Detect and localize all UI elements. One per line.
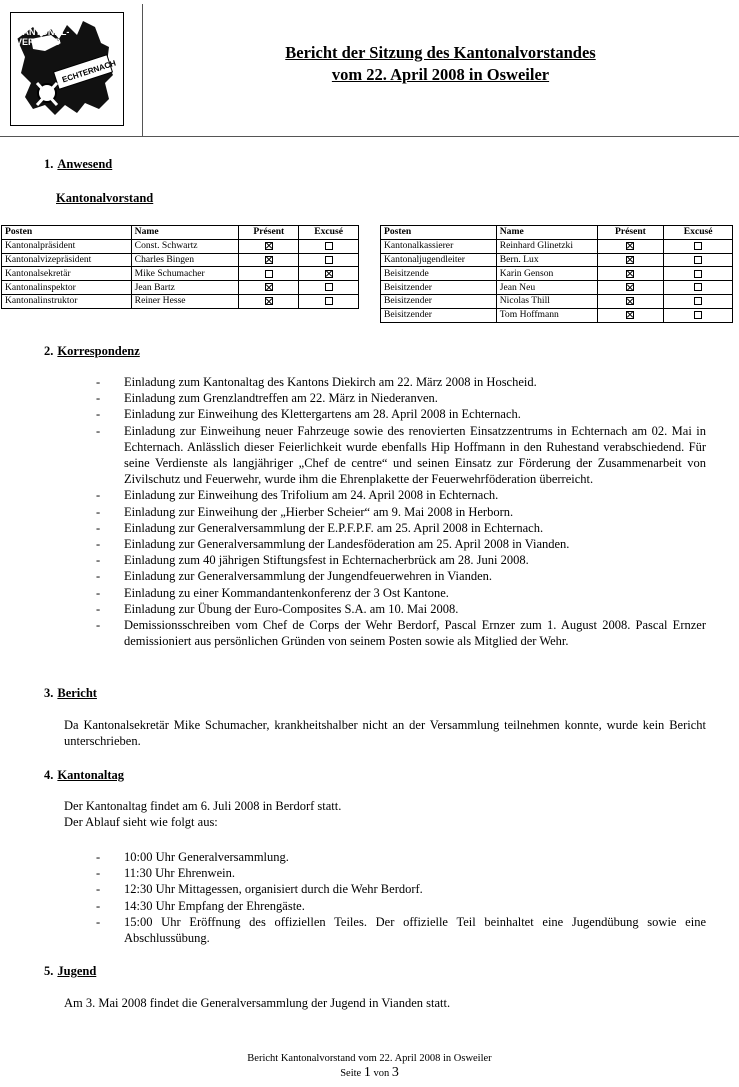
table-row	[381, 267, 733, 281]
cell-name: Mike Schumacher	[131, 267, 239, 281]
checked-box-icon	[626, 242, 634, 250]
unchecked-box-icon	[694, 270, 702, 278]
korrespondenz-item: - Einladung zur Einweihung des Trifolium am 24. April 2008 in Echternach.	[96, 487, 706, 503]
cell-posten: Kantonalinspektor	[2, 281, 132, 295]
korrespondenz-item: - Einladung zu einer Kommandantenkonferenz der 3 Ost Kantone.	[96, 585, 706, 601]
cell-posten: Kantonalkassierer	[381, 239, 497, 253]
checked-box-icon	[626, 311, 634, 319]
checked-box-icon	[265, 283, 273, 291]
checked-box-icon	[265, 297, 273, 305]
section-heading-korrespondenz: 2. Korrespondenz	[44, 344, 140, 358]
schedule-item: - 12:30 Uhr Mittagessen, organisiert durch die Wehr Berdorf.	[96, 881, 706, 897]
col-header-name: Name	[131, 226, 239, 240]
cell-present	[239, 239, 299, 253]
bericht-text: Da Kantonalsekretär Mike Schumacher, krankheitshalber nicht an der Versammlung teilnehmen konnte, wurde kein Bericht unterschrieben.	[64, 718, 706, 749]
table-row	[381, 294, 733, 308]
table-header-row	[381, 226, 733, 240]
table-row	[381, 253, 733, 267]
kantonaltag-intro	[64, 798, 706, 830]
cell-posten: Kantonalsekretär	[2, 267, 132, 281]
kantonalverband-logo	[10, 12, 124, 126]
attendance-table-right	[380, 225, 733, 323]
cell-name: Charles Bingen	[131, 253, 239, 267]
korrespondenz-item: - Einladung zur Einweihung der „Hierber Scheier“ am 9. Mai 2008 in Herborn.	[96, 504, 706, 520]
cell-present	[597, 253, 664, 267]
korrespondenz-item: - Einladung zur Generalversammlung der Landesföderation am 25. April 2008 in Vianden.	[96, 536, 706, 552]
table-row	[2, 267, 359, 281]
title-line-1: Bericht der Sitzung des Kantonalvorstandes	[285, 43, 596, 62]
footer-page-number: Seite 1 von 3	[340, 1065, 399, 1080]
korrespondenz-item: - Einladung zur Einweihung des Klettergartens am 28. April 2008 in Echternach.	[96, 406, 706, 422]
cell-posten: Kantonaljugendleiter	[381, 253, 497, 267]
schedule-item: - 14:30 Uhr Empfang der Ehrengäste.	[96, 898, 706, 914]
cell-excuse	[664, 239, 733, 253]
korrespondenz-item: - Einladung zur Generalversammlung der Jungendfeuerwehren in Vianden.	[96, 568, 706, 584]
subheading-kantonalvorstand: Kantonalvorstand	[56, 191, 154, 205]
cell-posten: Kantonalinstruktor	[2, 294, 132, 308]
cell-present	[597, 281, 664, 295]
jugend-text: Am 3. Mai 2008 findet die Generalversammlung der Jugend in Vianden statt.	[64, 996, 451, 1010]
col-header-present: Présent	[239, 226, 299, 240]
cell-posten: Beisitzende	[381, 267, 497, 281]
attendance-table-left	[1, 225, 359, 309]
checked-box-icon	[626, 297, 634, 305]
footer-report-title: Bericht Kantonalvorstand vom 22. April 2008 in Osweiler	[247, 1053, 492, 1064]
korrespondenz-item: - Einladung zum Grenzlandtreffen am 22. März in Niederanven.	[96, 390, 706, 406]
kantonaltag-line-2: Der Ablauf sieht wie folgt aus:	[64, 815, 218, 830]
cell-present	[597, 294, 664, 308]
cell-name: Karin Genson	[496, 267, 597, 281]
cell-name: Const. Schwartz	[131, 239, 239, 253]
cell-present	[239, 281, 299, 295]
korrespondenz-item: - Einladung zum 40 jährigen Stiftungsfest in Echternacherbrück am 28. Juni 2008.	[96, 552, 706, 568]
cell-posten: Kantonalpräsident	[2, 239, 132, 253]
cell-excuse	[664, 308, 733, 322]
cell-excuse	[299, 294, 359, 308]
cell-name: Jean Neu	[496, 281, 597, 295]
table-row	[2, 281, 359, 295]
col-header-posten: Posten	[2, 226, 132, 240]
cell-posten: Kantonalvizepräsident	[2, 253, 132, 267]
unchecked-box-icon	[694, 256, 702, 264]
cell-excuse	[299, 267, 359, 281]
logo-echternach-text: ECHTERNACH	[60, 58, 118, 85]
attendance-rows-left	[2, 239, 359, 308]
col-header-excuse: Excusé	[299, 226, 359, 240]
cell-present	[239, 294, 299, 308]
korrespondenz-item: - Einladung zum Kantonaltag des Kantons Diekirch am 22. März 2008 in Hoscheid.	[96, 374, 706, 390]
table-row	[2, 239, 359, 253]
cell-excuse	[664, 267, 733, 281]
logo-text: KANTONAL- VERBAND	[16, 27, 70, 47]
col-header-posten: Posten	[381, 226, 497, 240]
cell-present	[597, 267, 664, 281]
checked-box-icon	[325, 270, 333, 278]
unchecked-box-icon	[325, 242, 333, 250]
schedule-item: - 11:30 Uhr Ehrenwein.	[96, 865, 706, 881]
cell-name: Jean Bartz	[131, 281, 239, 295]
schedule-item: - 10:00 Uhr Generalversammlung.	[96, 849, 706, 865]
checked-box-icon	[626, 283, 634, 291]
cell-excuse	[664, 253, 733, 267]
schedule-item: - 15:00 Uhr Eröffnung des offiziellen Teiles. Der offizielle Teil beinhaltet eine Jugendübung sowie eine Abschlussübung.	[96, 914, 706, 946]
cell-present	[597, 239, 664, 253]
checked-box-icon	[626, 270, 634, 278]
unchecked-box-icon	[325, 256, 333, 264]
korrespondenz-item: - Einladung zur Übung der Euro-Composites S.A. am 10. Mai 2008.	[96, 601, 706, 617]
kantonaltag-schedule-list	[96, 849, 706, 946]
cell-posten: Beisitzender	[381, 281, 497, 295]
section-heading-anwesend: 1. Anwesend	[44, 157, 113, 171]
cell-excuse	[299, 239, 359, 253]
cell-posten: Beisitzender	[381, 294, 497, 308]
cell-excuse	[299, 253, 359, 267]
attendance-rows-right	[381, 239, 733, 322]
unchecked-box-icon	[265, 270, 273, 278]
cell-present	[239, 253, 299, 267]
cell-name: Reiner Hesse	[131, 294, 239, 308]
page-title	[142, 42, 739, 86]
title-line-2: vom 22. April 2008 in Osweiler	[331, 65, 550, 84]
checked-box-icon	[265, 256, 273, 264]
cell-excuse	[664, 294, 733, 308]
cell-excuse	[664, 281, 733, 295]
table-row	[2, 294, 359, 308]
unchecked-box-icon	[694, 297, 702, 305]
korrespondenz-list	[96, 374, 706, 649]
table-row	[381, 281, 733, 295]
unchecked-box-icon	[694, 311, 702, 319]
table-row	[2, 253, 359, 267]
section-heading-kantonaltag: 4. Kantonaltag	[44, 768, 125, 782]
cell-excuse	[299, 281, 359, 295]
col-header-name: Name	[496, 226, 597, 240]
korrespondenz-item: - Demissionsschreiben vom Chef de Corps der Wehr Berdorf, Pascal Ernzer zum 1. August 2008. Pascal Ernzer demissioniert aus persönlichen Gründen von seinem Posten sowie als Mitglied der Wehr.	[96, 617, 706, 649]
cell-name: Nicolas Thill	[496, 294, 597, 308]
table-row	[381, 239, 733, 253]
unchecked-box-icon	[694, 283, 702, 291]
cell-present	[239, 267, 299, 281]
table-row	[381, 308, 733, 322]
cell-name: Bern. Lux	[496, 253, 597, 267]
korrespondenz-item: - Einladung zur Generalversammlung der E.P.F.P.F. am 25. April 2008 in Echternach.	[96, 520, 706, 536]
section-heading-bericht: 3. Bericht	[44, 686, 97, 700]
page-footer	[0, 1052, 739, 1081]
section-heading-jugend: 5. Jugend	[44, 964, 97, 978]
cell-name: Tom Hoffmann	[496, 308, 597, 322]
col-header-present: Présent	[597, 226, 664, 240]
col-header-excuse: Excusé	[664, 226, 733, 240]
unchecked-box-icon	[325, 297, 333, 305]
table-header-row	[2, 226, 359, 240]
cell-posten: Beisitzender	[381, 308, 497, 322]
header-divider-horizontal	[0, 136, 739, 137]
unchecked-box-icon	[325, 283, 333, 291]
kantonaltag-line-1: Der Kantonaltag findet am 6. Juli 2008 in Berdorf statt.	[64, 799, 342, 813]
cell-present	[597, 308, 664, 322]
unchecked-box-icon	[694, 242, 702, 250]
checked-box-icon	[265, 242, 273, 250]
korrespondenz-item: - Einladung zur Einweihung neuer Fahrzeuge sowie des renovierten Einsatzzentrums in Echternach am 02. Mai in Echternach. Anlässlich dieser Feierlichkeit wurde ebenfalls Hip Hoffmann in den Ruhestand verabschiedend. Für seine Verdienste als langjähriger „Chef de centre“ und seinen Einsatz zur Förderung der Zusammenarbeit von Zivilschutz und Feuerwehr, wurde ihm die Ehrenplakette der Feuerwehrföderation überreicht.	[96, 423, 706, 488]
cell-name: Reinhard Glinetzki	[496, 239, 597, 253]
checked-box-icon	[626, 256, 634, 264]
